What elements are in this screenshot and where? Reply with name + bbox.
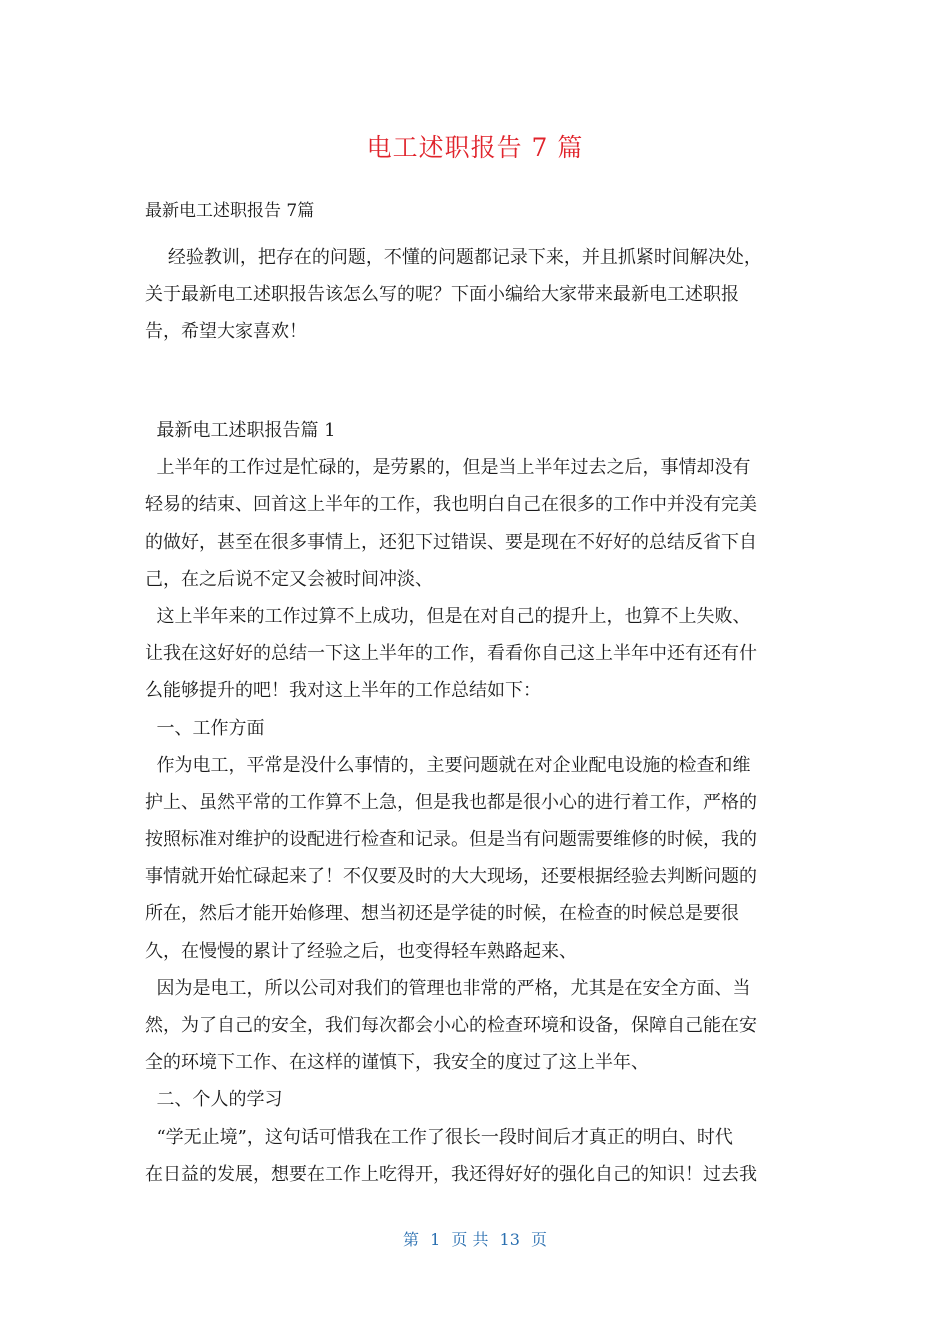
text-line: 作为电工，平常是没什么事情的，主要问题就在对企业配电设施的检查和维 — [145, 754, 751, 776]
text-line: 按照标准对维护的设配进行检查和记录。但是当有问题需要维修的时候，我的 — [145, 829, 757, 851]
report-body — [145, 412, 805, 1193]
document-title: 电工述职报告 7 篇 — [366, 133, 584, 162]
current-page-number: 1 — [430, 1230, 441, 1249]
section-heading: 二、个人的学习 — [145, 1089, 283, 1111]
text-line: 经验教训，把存在的问题，不懂的问题都记录下来，并且抓紧时间解决处， — [145, 247, 762, 268]
text-line: 上半年的工作过是忙碌的，是劳累的，但是当上半年过去之后，事情却没有 — [145, 457, 751, 479]
text-line: 所在，然后才能开始修理、想当初还是学徒的时候，在检查的时候总是要很 — [145, 903, 739, 925]
section-heading: 最新电工述职报告篇 1 — [145, 420, 336, 441]
text-line: 在日益的发展，想要在工作上吃得开，我还得好好的强化自己的知识！过去我 — [145, 1163, 757, 1185]
footer-suffix: 页 — [531, 1230, 548, 1249]
footer-middle: 页 共 — [451, 1230, 489, 1249]
page-footer — [0, 1227, 950, 1250]
text-line: 让我在这好好的总结一下这上半年的工作，看看你自己这上半年中还有还有什 — [145, 643, 757, 665]
intro-paragraph — [145, 239, 805, 350]
text-line: 护上、虽然平常的工作算不上急，但是我也都是很小心的进行着工作，严格的 — [145, 791, 757, 813]
text-line: 然，为了自己的安全，我们每次都会小心的检查环境和设备，保障自己能在安 — [145, 1015, 757, 1036]
text-line: 己，在之后说不定又会被时间冲淡、 — [145, 568, 433, 590]
text-line: 事情就开始忙碌起来了！不仅要及时的大大现场，还要根据经验去判断问题的 — [145, 866, 757, 888]
document-subtitle: 最新电工述职报告 7篇 — [145, 201, 315, 221]
text-line: 的做好，甚至在很多事情上，还犯下过错误、要是现在不好好的总结反省下自 — [145, 531, 757, 553]
text-line: 这上半年来的工作过算不上成功，但是在对自己的提升上，也算不上失败、 — [145, 605, 751, 627]
text-line: 久，在慢慢的累计了经验之后，也变得轻车熟路起来、 — [145, 940, 577, 962]
total-pages-number: 13 — [499, 1230, 520, 1249]
text-line: 关于最新电工述职报告该怎么写的呢？下面小编给大家带来最新电工述职报 — [145, 284, 739, 305]
text-line: 因为是电工，所以公司对我们的管理也非常的严格，尤其是在安全方面、当 — [145, 977, 751, 999]
text-line: 么能够提升的吧！我对这上半年的工作总结如下： — [145, 680, 541, 702]
text-line: 告，希望大家喜欢！ — [145, 321, 307, 342]
section-heading: 一、工作方面 — [145, 717, 265, 739]
text-line: “学无止境”，这句话可惜我在工作了很长一段时间后才真正的明白、时代 — [145, 1126, 733, 1148]
text-line: 全的环境下工作、在这样的谨慎下，我安全的度过了这上半年、 — [145, 1052, 649, 1074]
text-line: 轻易的结束、回首这上半年的工作，我也明白自己在很多的工作中并没有完美 — [145, 494, 757, 516]
footer-prefix: 第 — [402, 1230, 419, 1249]
